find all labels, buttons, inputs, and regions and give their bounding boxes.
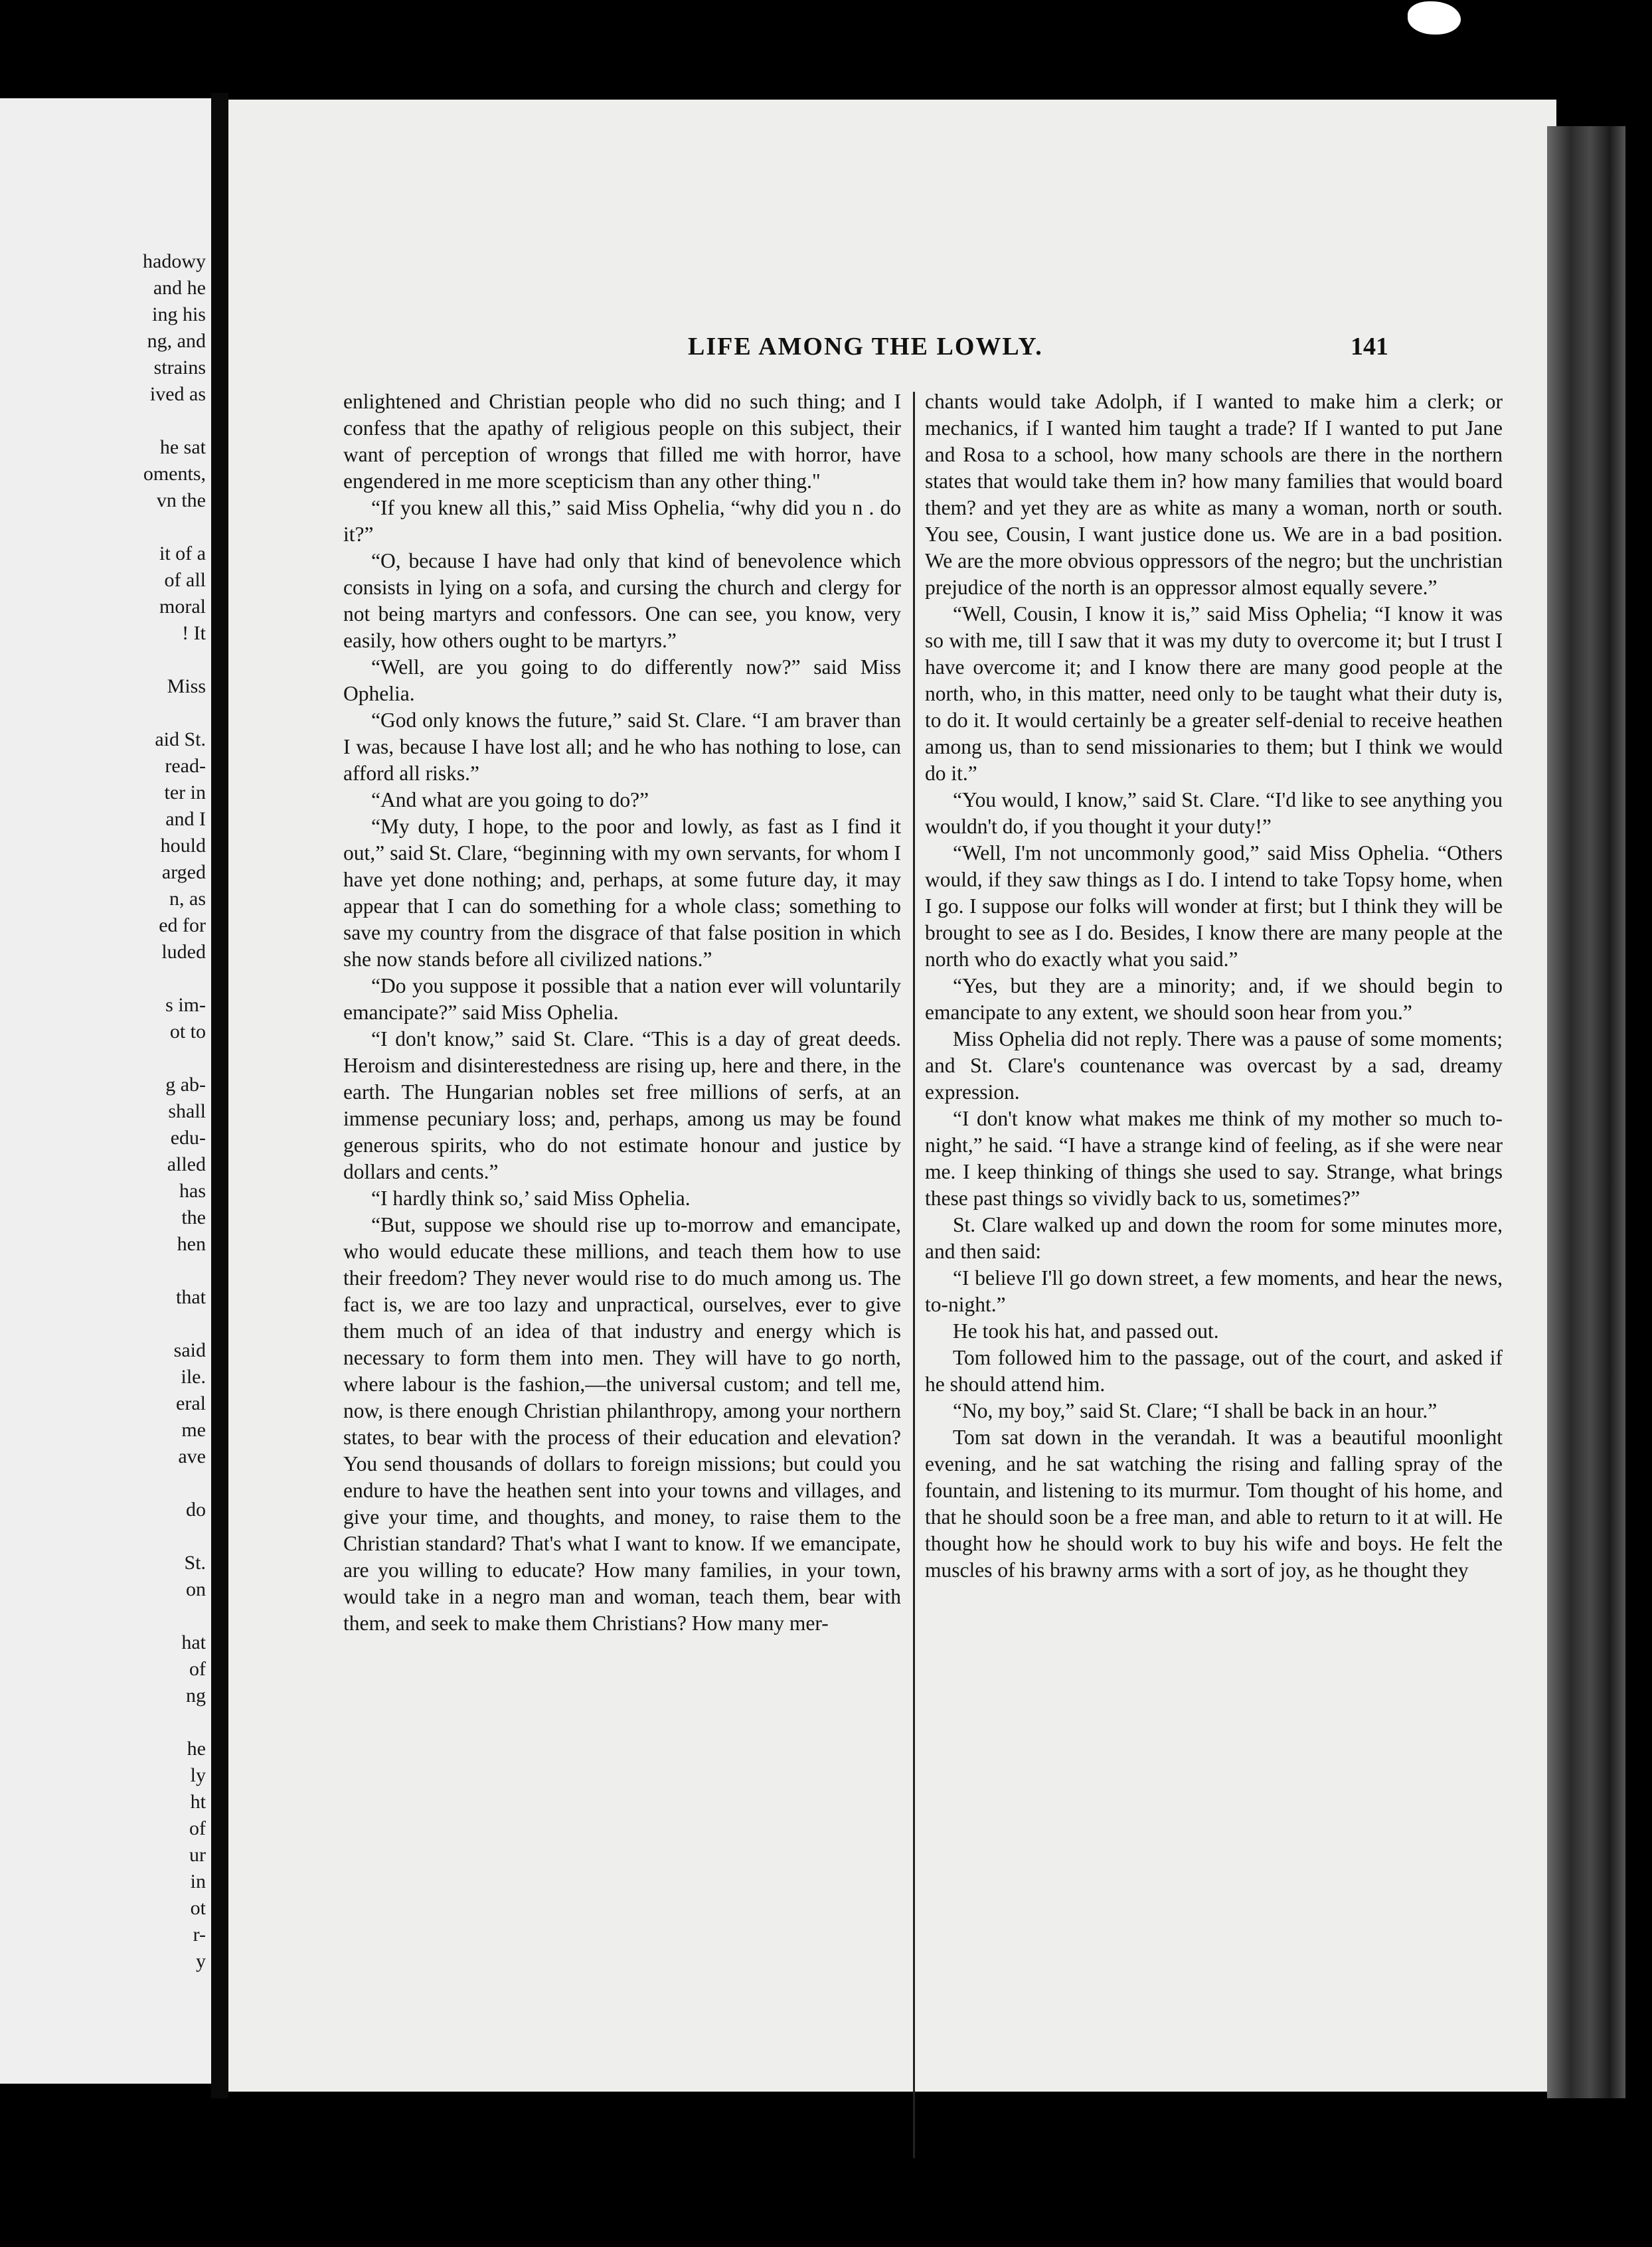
paragraph: “I don't know what makes me think of my mother so much to-night,” he said. “I have a strange kind of feeling, as if she were near me. I keep thinking of things she used to say. Strange, what brings these past things so vividly back to us, sometimes?” bbox=[925, 1107, 1503, 1210]
facing-page-fragment: hadowy bbox=[143, 250, 206, 272]
paragraph: Miss Ophelia did not reply. There was a pause of some moments; and St. Clare's countenance was overcast by a sad, dreamy expression. bbox=[925, 1027, 1503, 1104]
facing-page-fragment: alled bbox=[167, 1153, 206, 1175]
facing-page-fragment: aid St. bbox=[155, 728, 206, 750]
facing-page-fragment: shall bbox=[168, 1100, 206, 1122]
facing-page-fragment: eral bbox=[176, 1392, 206, 1414]
paragraph: “If you knew all this,” said Miss Ophelia, “why did you n . do it?” bbox=[343, 496, 901, 546]
page-header bbox=[228, 332, 1556, 365]
facing-page-fragment: n, as bbox=[169, 888, 206, 910]
facing-page-fragment: ot to bbox=[169, 1021, 206, 1042]
facing-page-fragment: ur bbox=[189, 1844, 206, 1866]
book-binding-edge bbox=[1547, 126, 1625, 2098]
facing-page-fragment: and he bbox=[153, 277, 206, 299]
paragraph: chants would take Adolph, if I wanted to make him a clerk; or mechanics, if I wanted him taught a trade? If I wanted to put Jane and Rosa to a school, how many schools are there in the northern states that would take them in? how many families that would board them? and yet they are as white as many a woman, north or south. You see, Cousin, I want justice done us. We are in a bad position. We are the more obvious oppressors of the negro; but the unchristian prejudice of the north is an oppressor almost equally severe.” bbox=[925, 390, 1503, 599]
book-page bbox=[228, 100, 1556, 2092]
paragraph: He took his hat, and passed out. bbox=[953, 1319, 1219, 1343]
facing-page-fragment: the bbox=[181, 1207, 206, 1228]
facing-page-fragment: ot bbox=[190, 1897, 206, 1919]
facing-page-fragment: edu- bbox=[170, 1127, 206, 1149]
facing-page-fragment: read- bbox=[165, 755, 206, 777]
paragraph: “Yes, but they are a minority; and, if we should begin to emancipate to any extent, we should soon hear from you.” bbox=[925, 974, 1503, 1024]
facing-page-fragment: hen bbox=[177, 1233, 206, 1255]
facing-page-fragment: of all bbox=[164, 569, 206, 591]
paragraph: “I hardly think so,’ said Miss Ophelia. bbox=[371, 1187, 691, 1210]
facing-page-fragment: of bbox=[189, 1658, 206, 1680]
facing-page-fragment: oments, bbox=[143, 463, 206, 485]
paragraph: Tom followed him to the passage, out of the court, and asked if he should attend him. bbox=[925, 1346, 1503, 1396]
text-column-left bbox=[343, 388, 901, 1637]
paragraph: “I don't know,” said St. Clare. “This is a day of great deeds. Heroism and disinterestedness are rising up, here and there, in the earth. The Hungarian nobles set free millions of serfs, at an immense pecuniary loss; and, perhaps, among us may be found generous spirits, who do not estimate honour and justice by dollars and cents.” bbox=[343, 1027, 901, 1183]
facing-page-fragment: g ab- bbox=[165, 1074, 206, 1096]
facing-page-fragment: ht bbox=[190, 1791, 206, 1813]
facing-page-fragment: said bbox=[173, 1339, 206, 1361]
paragraph: “But, suppose we should rise up to-morrow and emancipate, who would educate these millions, and teach them how to use their freedom? They never would rise to do much among us. The fact is, we are too lazy and unpractical, ourselves, ever to give them much of an idea of that industry and energy which is necessary to form them into men. They will have to go north, where labour is the fashion,—the universal custom; and tell me, now, is there enough Christian philanthropy, among your northern states, to bear with the process of their education and elevation? You send thousands of dollars to foreign missions; but could you endure to have the heathen sent into your towns and villages, and give your time, and thoughts, and money, to raise them to the Christian standard? That's what I want to know. If we emancipate, are you willing to educate? How many families, in your town, would take in a negro man and woman, teach them, bear with them, and seek to make them Christians? How many mer- bbox=[343, 1213, 901, 1635]
paragraph: “Well, are you going to do differently now?” said Miss Ophelia. bbox=[343, 655, 901, 705]
paragraph: “No, my boy,” said St. Clare; “I shall be back in an hour.” bbox=[953, 1399, 1438, 1422]
facing-page-fragment: ived as bbox=[149, 383, 206, 405]
facing-page-fragment: ter in bbox=[164, 782, 206, 803]
facing-page-fragment: luded bbox=[161, 941, 206, 963]
facing-page-fragment: do bbox=[186, 1499, 206, 1521]
facing-page-fragment: ed for bbox=[159, 914, 206, 936]
facing-page-fragment: he sat bbox=[159, 436, 206, 458]
facing-page-fragment: y bbox=[196, 1950, 206, 1972]
facing-page-fragment: on bbox=[186, 1578, 206, 1600]
paper-blot bbox=[1408, 1, 1461, 35]
facing-page-fragment: me bbox=[181, 1419, 206, 1441]
facing-page-fragment: s im- bbox=[165, 994, 206, 1016]
facing-page-fragment: moral bbox=[159, 596, 206, 618]
facing-page-fragment: ly bbox=[190, 1764, 206, 1786]
facing-page-fragment: ng, and bbox=[147, 330, 206, 352]
paragraph: “Well, Cousin, I know it is,” said Miss Ophelia; “I know it was so with me, till I saw that it was my duty to overcome it; but I trust I have overcome it; and I know there are many good people at the north, who, in this matter, need only to be taught what their duty is, to do it. It would certainly be a greater self-denial to receive heathen among us, than to send missionaries to them; but I think we would do it.” bbox=[925, 602, 1503, 785]
facing-page-fragment: in bbox=[190, 1871, 206, 1892]
facing-page-fragment: ing his bbox=[152, 303, 206, 325]
facing-page-fragment: ile. bbox=[181, 1366, 206, 1388]
facing-page-fragment: hould bbox=[160, 835, 206, 857]
facing-page-fragment: he bbox=[187, 1738, 206, 1760]
facing-page-fragment: ng bbox=[186, 1685, 206, 1706]
facing-page-fragment: and I bbox=[165, 808, 206, 830]
column-divider bbox=[913, 392, 915, 2158]
facing-page-fragment: ave bbox=[178, 1446, 206, 1467]
facing-page-fragment: vn the bbox=[156, 489, 206, 511]
facing-page-fragment: ! It bbox=[182, 622, 206, 644]
facing-page-fragment: r- bbox=[193, 1924, 206, 1946]
paragraph: enlightened and Christian people who did no such thing; and I confess that the apathy of religious people on this subject, their want of perception of wrongs that filled me with horror, have engendered in me more scepticism than any other thing." bbox=[343, 390, 901, 493]
facing-page-fragment: that bbox=[176, 1286, 206, 1308]
paragraph: Tom sat down in the verandah. It was a beautiful moonlight evening, and he sat watching the rising and falling spray of the fountain, and listening to its murmur. Tom thought of his home, and that he should soon be a free man, and able to return to it at will. He thought how he should work to buy his wife and boys. He felt the muscles of his brawny arms with a sort of joy, as he thought they bbox=[925, 1426, 1503, 1582]
facing-page-fragment: Miss bbox=[167, 675, 206, 697]
paragraph: St. Clare walked up and down the room for some minutes more, and then said: bbox=[925, 1213, 1503, 1263]
paragraph: “O, because I have had only that kind of benevolence which consists in lying on a sofa, and cursing the church and clergy for not being martyrs and confessors. One can see, you know, very easily, how others ought to be martyrs.” bbox=[343, 549, 901, 652]
facing-page-fragment: strains bbox=[153, 357, 206, 378]
text-column-right bbox=[925, 388, 1503, 1584]
facing-page-fragment: St. bbox=[184, 1552, 206, 1574]
facing-page-edge bbox=[0, 98, 211, 2084]
paragraph: “You would, I know,” said St. Clare. “I'd like to see anything you wouldn't do, if you thought it your duty!” bbox=[925, 788, 1503, 838]
facing-page-fragment: hat bbox=[181, 1631, 206, 1653]
facing-page-fragment: arged bbox=[161, 861, 206, 883]
facing-page-fragment: of bbox=[189, 1817, 206, 1839]
paragraph: “I believe I'll go down street, a few moments, and hear the news, to-night.” bbox=[925, 1266, 1503, 1316]
paragraph: “Well, I'm not uncommonly good,” said Miss Ophelia. “Others would, if they saw things as I do. I intend to take Topsy home, when I go. I suppose our folks will wonder at first; but I think they will be brought to see as I do. Besides, I know there are many people at the north who do exactly what you said.” bbox=[925, 841, 1503, 971]
paragraph: “Do you suppose it possible that a nation ever will voluntarily emancipate?” said Miss Ophelia. bbox=[343, 974, 901, 1024]
page-number: 141 bbox=[1351, 333, 1388, 361]
book-gutter bbox=[211, 93, 228, 2098]
facing-page-fragment: it of a bbox=[159, 542, 206, 564]
paragraph: “God only knows the future,” said St. Clare. “I am braver than I was, because I have lost all; and he who has nothing to lose, can afford all risks.” bbox=[343, 708, 901, 785]
paragraph: “My duty, I hope, to the poor and lowly, as fast as I find it out,” said St. Clare, “beginning with my own servants, for whom I have yet done nothing; and, perhaps, at some future day, it may appear that I can do something for a whole class; something to save my country from the disgrace of that false position in which she now stands before all civilized nations.” bbox=[343, 815, 901, 971]
paragraph: “And what are you going to do?” bbox=[371, 788, 649, 811]
running-title: LIFE AMONG THE LOWLY. bbox=[688, 333, 1043, 361]
facing-page-fragment: has bbox=[179, 1180, 206, 1202]
